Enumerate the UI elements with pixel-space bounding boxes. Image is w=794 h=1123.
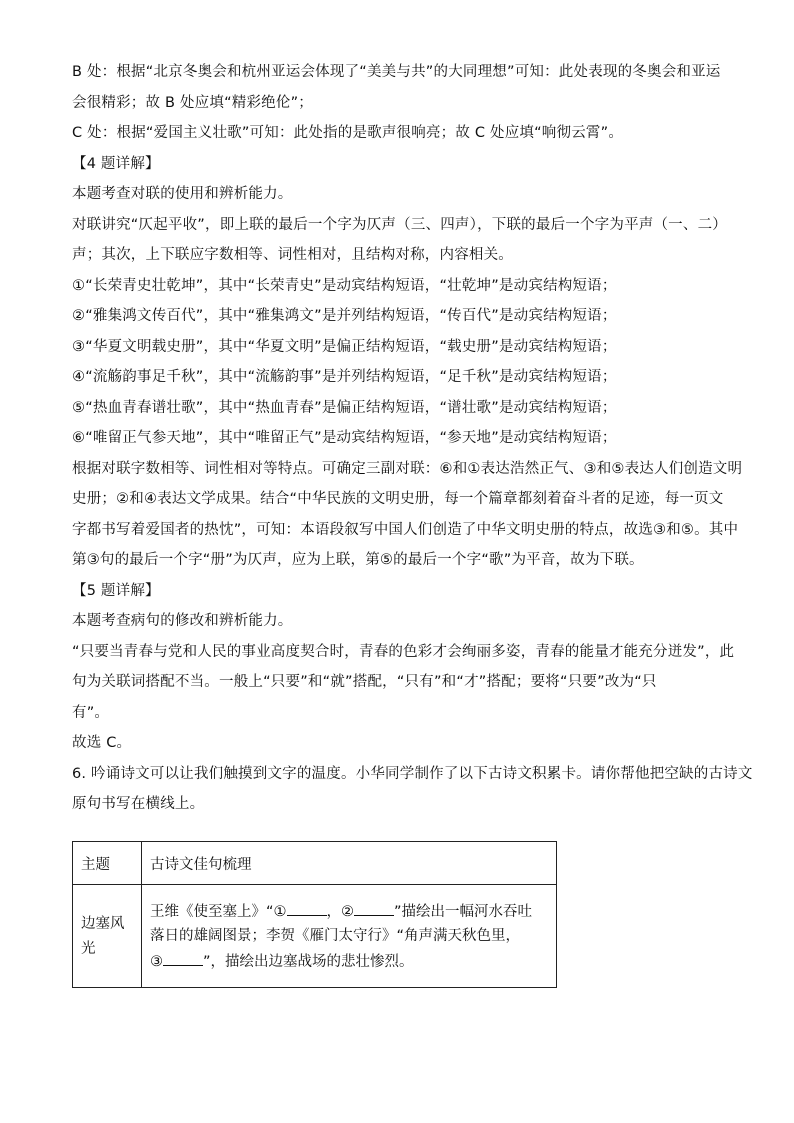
answer-blank-3[interactable] [163, 951, 203, 966]
section-heading: 【4 题详解】 [72, 155, 160, 172]
text-line: ⑥“唯留正气参天地”，其中“唯留正气”是动宾结构短语，“参天地”是动宾结构短语； [72, 430, 617, 446]
poem-card-table [72, 841, 557, 988]
text-line: C 处：根据“爱国主义壮歌”可知：此处指的是歌声很响亮；故 C 处应填“响彻云霄”。 [72, 125, 624, 141]
text-line: 第③句的最后一个字“册”为仄声，应为上联，第⑤的最后一个字“歌”为平音，故为下联。 [72, 552, 644, 568]
answer-blank-1[interactable] [287, 901, 327, 916]
section-heading: 【5 题详解】 [72, 582, 160, 599]
text-line: ④“流觞韵事足千秋”，其中“流觞韵事”是并列结构短语，“足千秋”是动宾结构短语； [72, 369, 617, 385]
table-row [73, 885, 557, 988]
table-header-row [73, 842, 557, 885]
text-line: 字都书写着爱国者的热忱”，可知：本语段叙写中国人们创造了中华文明史册的特点，故选③和⑤。其中 [72, 521, 739, 538]
verse-line: 落日的雄阔图景；李贺《雁门太守行》“角声满天秋色里， [150, 928, 521, 944]
document-body [72, 62, 753, 825]
text-line: 故选 C。 [72, 735, 132, 751]
verse-line: ③ ”，描绘出边塞战场的悲壮惨烈。 [150, 951, 548, 971]
verse-line: 王维《使至塞上》“① ，② ”描绘出一幅河水吞吐 [150, 901, 548, 921]
text-line: “只要当青春与党和人民的事业高度契合时，青春的色彩才会绚丽多姿，青春的能量才能充分迸发”，此 [72, 643, 735, 660]
text-line: 根据对联字数相等、词性相对等特点。可确定三副对联：⑥和①表达浩然正气、③和⑤表达人们创造文明 [72, 460, 743, 477]
question-text: 原句书写在横线上。 [72, 796, 205, 812]
theme-cell [73, 885, 142, 988]
text-line: 声；其次，上下联应字数相等、词性相对，且结构对称，内容相关。 [72, 247, 513, 263]
text-line: 会很精彩；故 B 处应填“精彩绝伦”； [72, 94, 313, 111]
header-verses: 古诗文佳句梳理 [142, 842, 557, 885]
text-line: 有”。 [72, 704, 110, 721]
text-line: 本题考查病句的修改和辨析能力。 [72, 613, 293, 629]
text-line: 对联讲究“仄起平收”，即上联的最后一个字为仄声（三、四声），下联的最后一个字为平声（一、二） [72, 216, 727, 233]
answer-blank-2[interactable] [354, 901, 394, 916]
text-line: ②“雅集鸿文传百代”，其中“雅集鸿文”是并列结构短语，“传百代”是动宾结构短语； [72, 308, 617, 324]
text-line: 本题考查对联的使用和辨析能力。 [72, 186, 293, 202]
theme-text: 光 [81, 940, 96, 957]
text-line: B 处：根据“北京冬奥会和杭州亚运会体现了“美美与共”的大同理想”可知：此处表现的冬奥会和亚运 [72, 64, 721, 80]
text-line: ①“长荣青史壮乾坤”，其中“长荣青史”是动宾结构短语，“壮乾坤”是动宾结构短语； [72, 277, 617, 294]
text-line: ③“华夏文明载史册”，其中“华夏文明”是偏正结构短语，“载史册”是动宾结构短语； [72, 338, 617, 355]
question-text: 6. 吟诵诗文可以让我们触摸到文字的温度。小华同学制作了以下古诗文积累卡。请你帮他把空缺的古诗文 [72, 765, 753, 782]
text-line: ⑤“热血青春谱壮歌”，其中“热血青春”是偏正结构短语，“谱壮歌”是动宾结构短语； [72, 399, 617, 416]
text-line: 句为关联词搭配不当。一般上“只要”和“就”搭配，“只有”和“才”搭配；要将“只要”改为“只 [72, 674, 657, 690]
header-theme: 主题 [73, 842, 142, 885]
text-line: 史册；②和④表达文学成果。结合“中华民族的文明史册，每一个篇章都刻着奋斗者的足迹，每一页文 [72, 491, 724, 507]
theme-text: 边塞风 [81, 915, 125, 932]
verses-cell [142, 885, 557, 988]
